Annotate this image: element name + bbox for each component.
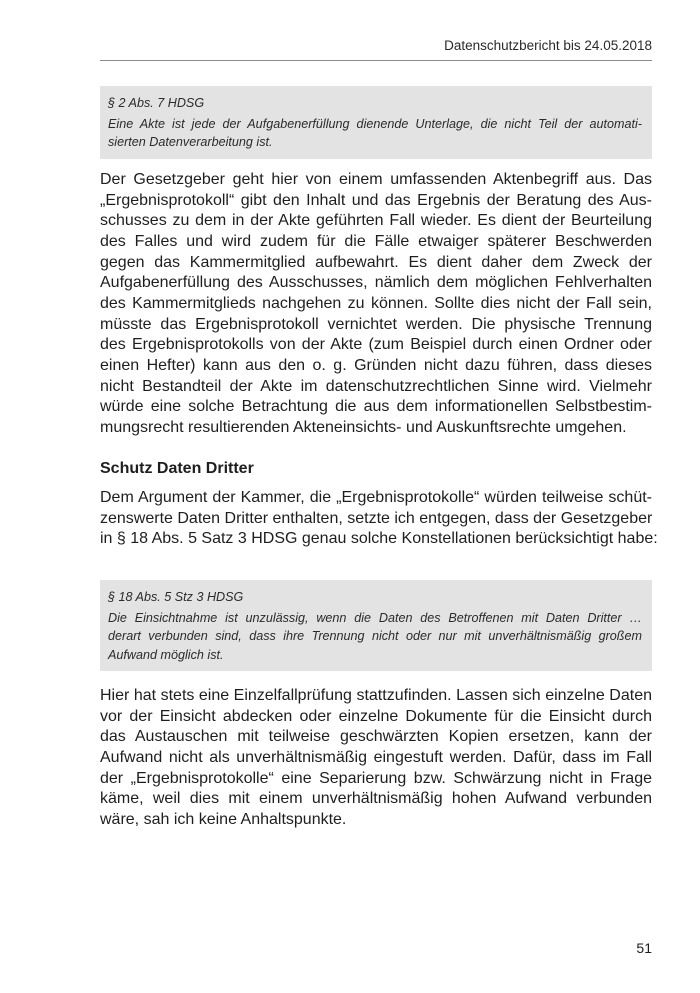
text-line: des Kammermitglieds nachgehen zu können. Sollte dies nicht der Fall sein, — [100, 294, 652, 312]
quote-citation: § 18 Abs. 5 Stz 3 HDSG — [108, 590, 244, 604]
text-line: schusses zu dem in der Akte geführten Fall wieder. Es dient der Beurteilung — [100, 212, 652, 230]
text-line: Aufgabenerfüllung des Ausschusses, nämlich dem möglichen Fehlverhalten — [100, 274, 652, 292]
text-line: „Ergebnisprotokoll“ gibt den Inhalt und das Ergebnis der Beratung des Aus- — [100, 191, 652, 209]
text-line: Hier hat stets eine Einzelfallprüfung stattzufinden. Lassen sich einzelne Daten — [100, 687, 652, 704]
paragraph-aktenbegriff — [100, 170, 652, 439]
header-rule — [100, 60, 652, 61]
running-header: Datenschutzbericht bis 24.05.2018 — [444, 38, 652, 53]
quote-line: sierten Datenverarbeitung ist. — [108, 135, 273, 149]
text-line: Aufwand nicht als unverhältnismäßig eingestuft werden. Dafür, dass im Fall — [100, 748, 652, 766]
quote-text — [108, 115, 642, 152]
section-heading: Schutz Daten Dritter — [100, 460, 254, 477]
text-line: das Austauschen mit teilweise geschwärzten Kopien ersetzen, kann der — [100, 728, 652, 746]
page-number: 51 — [636, 940, 652, 956]
text-line: wäre, sah ich keine Anhaltspunkte. — [100, 810, 347, 828]
text-line: in § 18 Abs. 5 Satz 3 HDSG genau solche Konstellationen berücksichtigt habe: — [100, 530, 658, 548]
text-line: der „Ergebnisprotokolle“ eine Separierung bzw. Schwärzung nicht in Frage — [100, 769, 652, 787]
text-line: einen Hefter) kann aus den o. g. Gründen nicht dazu führen, dass dieses — [100, 356, 652, 374]
text-line: des Falles und wird zudem für die Fälle etwaiger späterer Beschwerden — [100, 232, 652, 250]
text-line: müsste das Ergebnisprotokoll vernichtet werden. Die physische Trennung — [100, 315, 652, 333]
legal-quote-box — [100, 86, 652, 159]
text-line: Dem Argument der Kammer, die „Ergebnisprotokolle“ würden teilweise schüt- — [100, 489, 652, 506]
quote-line: Eine Akte ist jede der Aufgabenerfüllung dienende Unterlage, die nicht Teil der automati- — [108, 116, 642, 131]
quote-citation: § 2 Abs. 7 HDSG — [108, 96, 205, 110]
paragraph-einzelfallpruefung — [100, 686, 652, 831]
text-line: zenswerte Daten Dritter enthalten, setzte ich entgegen, dass der Gesetzgeber — [100, 509, 653, 527]
text-line: vor der Einsicht abdecken oder einzelne Dokumente für die Einsicht durch — [100, 707, 652, 725]
quote-line: Aufwand möglich ist. — [108, 647, 224, 662]
text-line: nicht Bestandteil der Akte im datenschutzrechtlichen Sinne wird. Vielmehr — [100, 377, 652, 395]
text-line: mungsrecht resultierenden Akteneinsichts- und Auskunftsrechte umgehen. — [100, 418, 627, 436]
text-line: würde eine solche Betrachtung die aus dem informationellen Selbstbestim- — [100, 398, 652, 416]
text-line: gegen das Kammermitglied aufbewahrt. Es dient daher dem Zweck der — [100, 253, 652, 271]
text-line: käme, weil dies mit einem unverhältnismäßig hohen Aufwand verbunden — [100, 790, 652, 808]
quote-text — [108, 609, 642, 665]
text-line: des Ergebnisprotokolls von der Akte (zum Beispiel durch einen Ordner oder — [100, 336, 652, 354]
legal-quote-box — [100, 580, 652, 671]
quote-line: derart verbunden sind, dass ihre Trennung nicht oder nur mit unverhältnismäßig großem — [108, 629, 642, 643]
paragraph-argument — [100, 488, 658, 550]
quote-line: Die Einsichtnahme ist unzulässig, wenn die Daten des Betroffenen mit Daten Dritter … — [108, 610, 642, 625]
text-line: Der Gesetzgeber geht hier von einem umfassenden Aktenbegriff aus. Das — [100, 171, 652, 188]
